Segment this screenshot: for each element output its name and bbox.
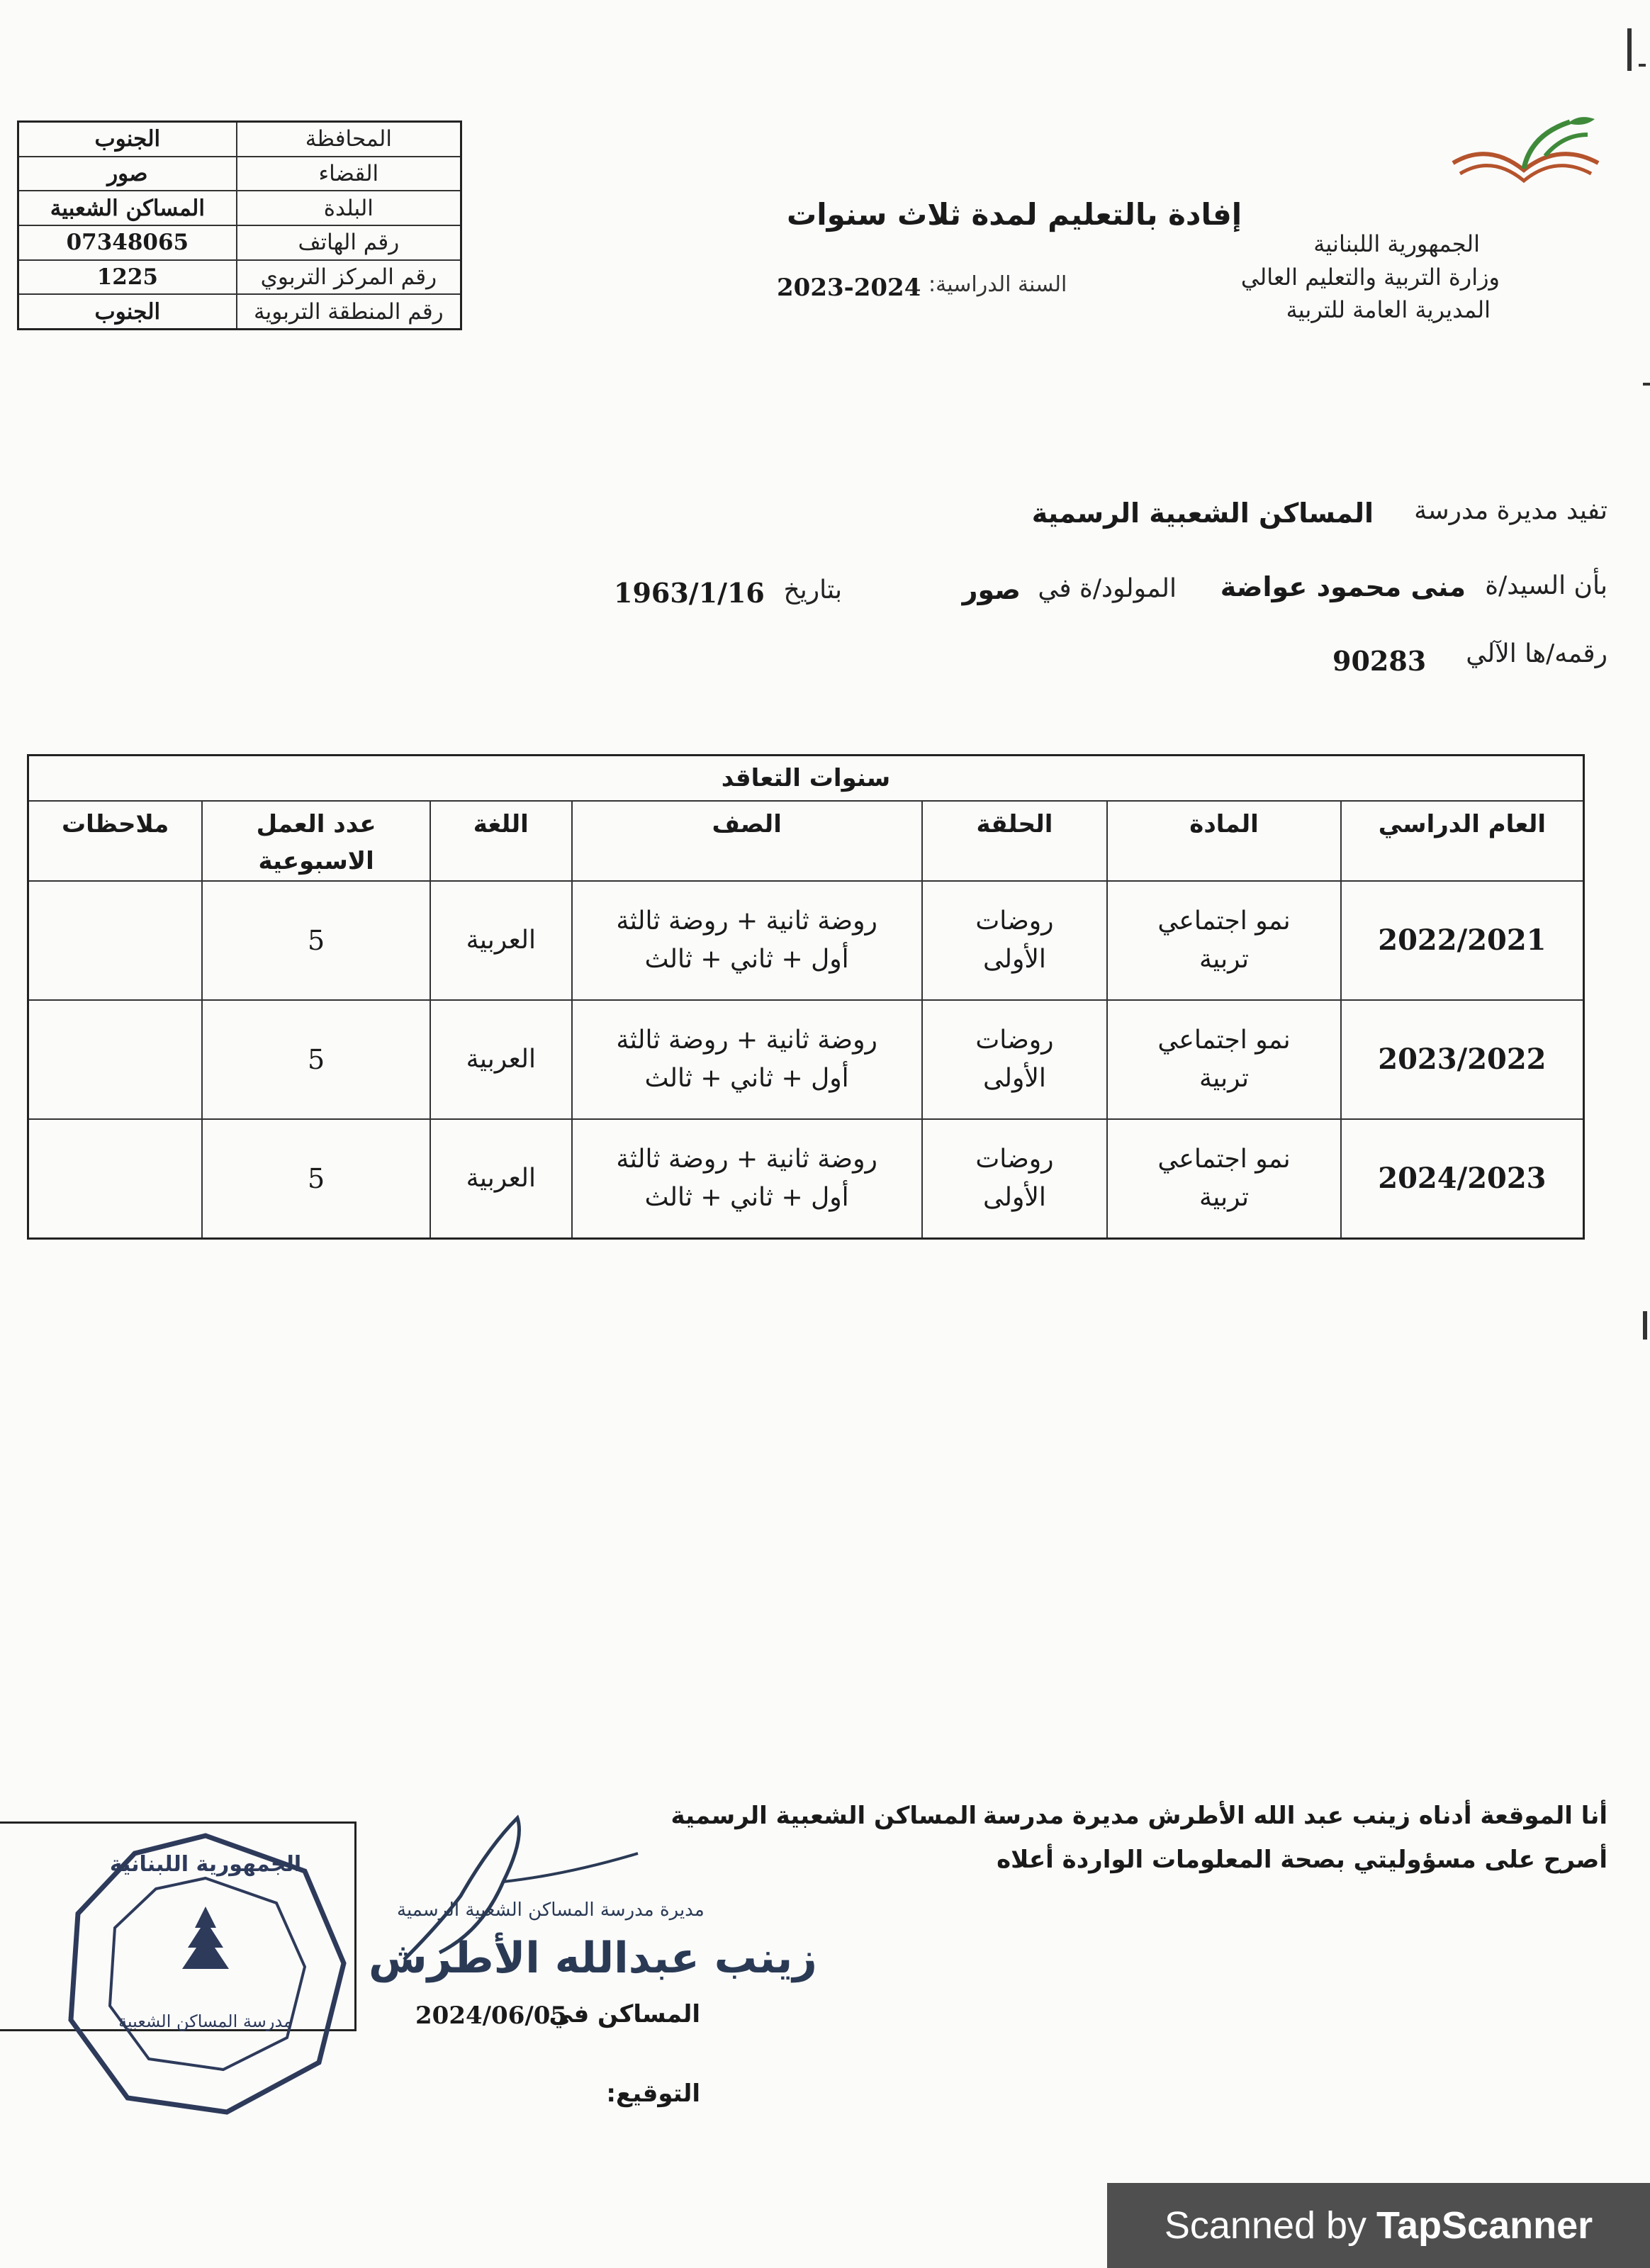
person-label: بأن السيد/ة [1485, 571, 1607, 600]
table-row [28, 881, 1584, 1000]
document-title: إفادة بالتعليم لمدة ثلاث سنوات [787, 197, 1242, 232]
cycle-line2: الأولى [983, 945, 1046, 974]
header-class: الصف [572, 801, 922, 881]
header-hours [202, 801, 430, 881]
cell-class [572, 881, 922, 1000]
cell-language: العربية [430, 881, 572, 1000]
contract-years-table [27, 754, 1585, 1240]
info-value: الجنوب [18, 294, 237, 329]
header-year: العام الدراسي [1341, 801, 1584, 881]
ministry-logo-icon [1446, 113, 1609, 198]
class-line1: روضة ثانية + روضة ثالثة [616, 1026, 877, 1055]
cell-cycle [922, 1000, 1108, 1119]
place-date-value: 2024/06/05 [415, 2002, 568, 2030]
scanner-prefix: Scanned by [1164, 2204, 1367, 2247]
subject-line2: تربية [1199, 1064, 1250, 1093]
table-row [28, 1000, 1584, 1119]
scan-mark [1639, 64, 1646, 67]
letterhead-country: الجمهورية اللبنانية [1313, 230, 1480, 257]
cell-notes [28, 1000, 203, 1119]
subject-line1: نمو اجتماعي [1157, 906, 1291, 936]
subject-line2: تربية [1199, 945, 1250, 974]
class-line2: أول + ثاني + ثالث [644, 1064, 849, 1093]
cell-notes [28, 881, 203, 1000]
signature-title-handwritten: مديرة مدرسة المساكن الشعبية الرسمية [397, 1899, 705, 1921]
cell-hours: 5 [202, 1119, 430, 1239]
declaration-line2: أصرح على مسؤوليتي بصحة المعلومات الواردة أعلاه [997, 1846, 1607, 1874]
info-value: 07348065 [18, 225, 237, 260]
info-row [18, 157, 461, 191]
header-notes: ملاحظات [28, 801, 203, 881]
cell-year: 2024/2023 [1341, 1119, 1584, 1239]
signature-label: التوقيع: [606, 2079, 700, 2108]
scan-mark [1627, 28, 1632, 71]
info-row [18, 225, 461, 260]
cycle-line1: روضات [975, 906, 1054, 936]
declaration-line1: أنا الموقعة أدناه زينب عبد الله الأطرش مديرة مدرسة [982, 1802, 1607, 1830]
scanner-watermark [1107, 2183, 1650, 2268]
info-row [18, 260, 461, 295]
info-value: صور [18, 157, 237, 191]
header-hours-line1: عدد العمل [256, 810, 376, 838]
statement-intro: تفيد مديرة مدرسة [1414, 496, 1607, 525]
id-label: رقمه/ها الآلي [1466, 639, 1607, 668]
header-hours-line2: الاسبوعية [258, 847, 374, 875]
cell-hours: 5 [202, 1000, 430, 1119]
class-line1: روضة ثانية + روضة ثالثة [616, 906, 877, 936]
info-label: رقم المركز التربوي [237, 260, 461, 295]
person-name: منى محمود عواضة [1220, 571, 1466, 602]
header-subject: المادة [1107, 801, 1340, 881]
letterhead-directorate: المديرية العامة للتربية [1286, 296, 1491, 323]
school-name: المساكن الشعبية الرسمية [1031, 498, 1374, 529]
cell-hours: 5 [202, 881, 430, 1000]
header-language: اللغة [430, 801, 572, 881]
cell-class [572, 1119, 922, 1239]
info-label: رقم الهاتف [237, 225, 461, 260]
info-row [18, 122, 461, 157]
table-row [28, 1119, 1584, 1239]
born-label: المولود/ة في [1038, 574, 1177, 603]
cycle-line2: الأولى [983, 1183, 1046, 1212]
academic-year-value: 2023-2024 [777, 274, 921, 302]
scan-mark [1643, 1311, 1647, 1340]
info-label: المحافظة [237, 122, 461, 157]
subject-line1: نمو اجتماعي [1157, 1026, 1291, 1055]
cell-year: 2023/2022 [1341, 1000, 1584, 1119]
declaration-school: المساكن الشعبية الرسمية [670, 1802, 977, 1830]
cell-notes [28, 1119, 203, 1239]
cell-subject [1107, 1000, 1340, 1119]
born-place: صور [962, 574, 1021, 605]
info-row [18, 294, 461, 329]
signature-name-handwritten: زينب عبدالله الأطرش [369, 1933, 817, 1983]
cycle-line1: روضات [975, 1026, 1054, 1055]
cell-year: 2022/2021 [1341, 881, 1584, 1000]
info-label: البلدة [237, 191, 461, 225]
cycle-line1: روضات [975, 1145, 1054, 1174]
cell-language: العربية [430, 1000, 572, 1119]
info-label: رقم المنطقة التربوية [237, 294, 461, 329]
scan-mark [1643, 383, 1650, 386]
id-number: 90283 [1332, 645, 1427, 677]
cell-subject [1107, 881, 1340, 1000]
place-date-label: المساكن في [549, 2000, 700, 2028]
info-value: 1225 [18, 260, 237, 295]
stamp-outer-text: الجمهورية اللبنانية [109, 1852, 302, 1877]
info-value: المساكن الشعبية [18, 191, 237, 225]
cell-cycle [922, 1119, 1108, 1239]
cell-class [572, 1000, 922, 1119]
info-row [18, 191, 461, 225]
group-header: سنوات التعاقد [28, 756, 1584, 802]
school-stamp-seal [50, 1821, 361, 2133]
class-line1: روضة ثانية + روضة ثالثة [616, 1145, 877, 1174]
header-cycle: الحلقة [922, 801, 1108, 881]
cell-language: العربية [430, 1119, 572, 1239]
scanner-brand: TapScanner [1376, 2204, 1593, 2247]
info-value: الجنوب [18, 122, 237, 157]
cell-subject [1107, 1119, 1340, 1239]
info-label: القضاء [237, 157, 461, 191]
letterhead-ministry: وزارة التربية والتعليم العالي [1240, 264, 1500, 291]
subject-line2: تربية [1199, 1183, 1250, 1212]
birth-date: 1963/1/16 [614, 577, 765, 609]
academic-year-label: السنة الدراسية: [928, 272, 1067, 297]
class-line2: أول + ثاني + ثالث [644, 1183, 849, 1212]
school-info-table [17, 120, 462, 330]
stamp-inner-text: مدرسة المساكن الشعبية [118, 2011, 293, 2031]
class-line2: أول + ثاني + ثالث [644, 945, 849, 974]
cycle-line2: الأولى [983, 1064, 1046, 1093]
subject-line1: نمو اجتماعي [1157, 1145, 1291, 1174]
date-label: بتاريخ [783, 576, 842, 605]
cell-cycle [922, 881, 1108, 1000]
